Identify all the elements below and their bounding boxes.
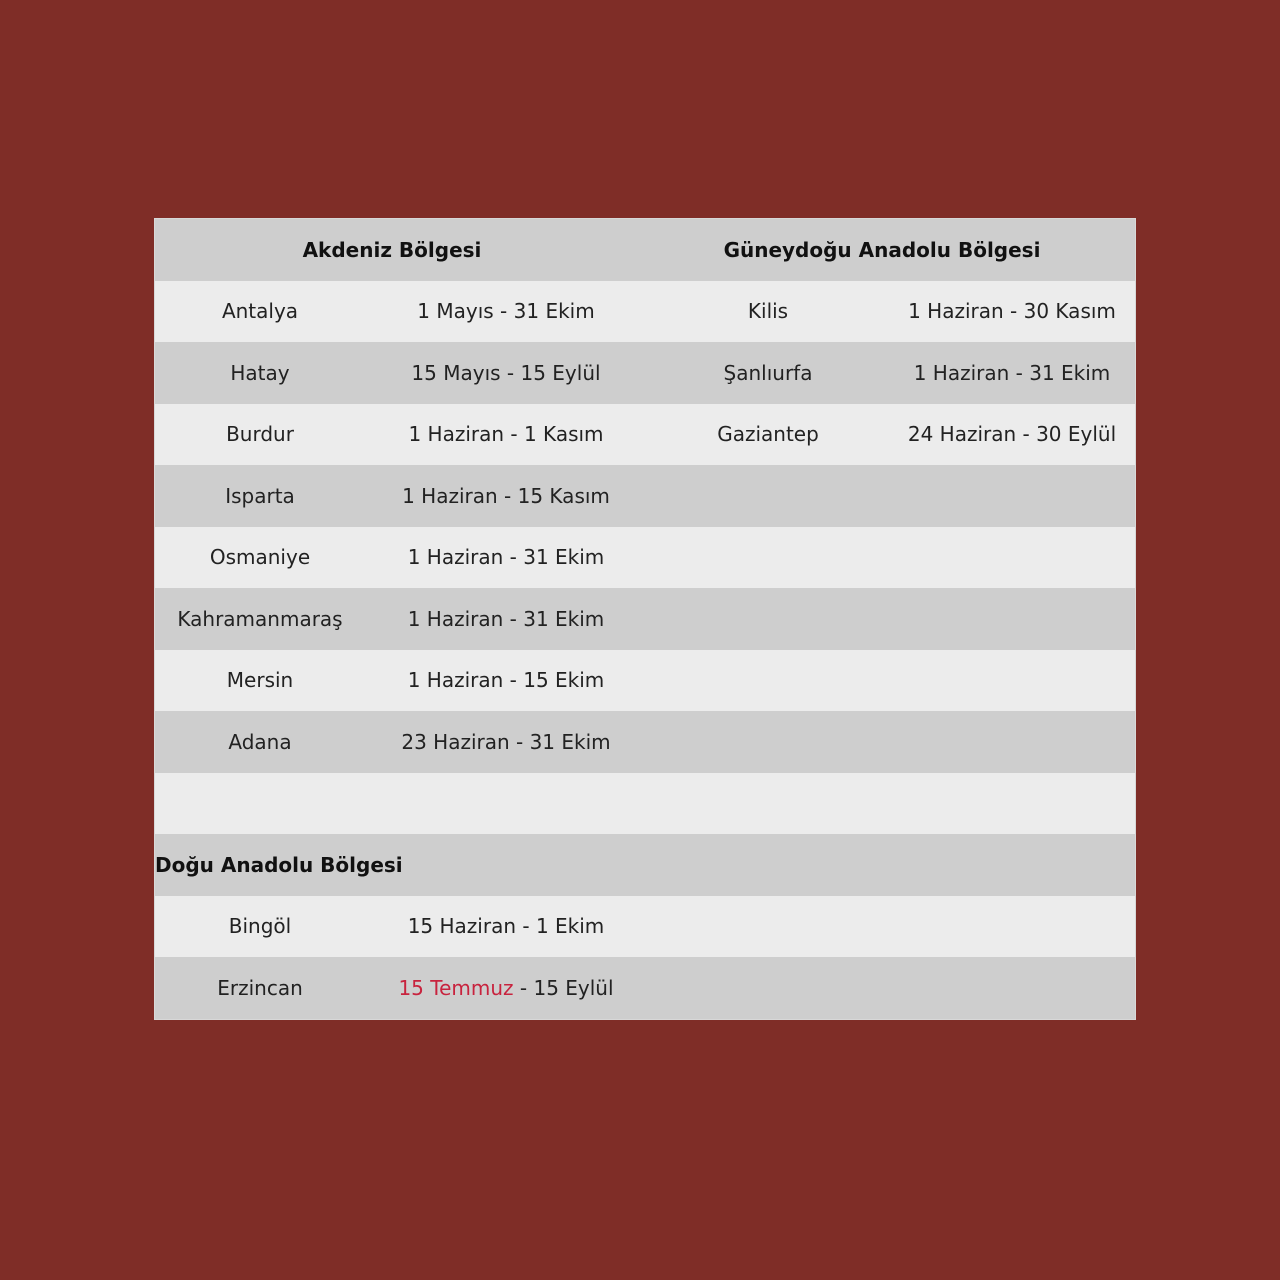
table-row — [155, 465, 1135, 527]
akdeniz-city: Isparta — [225, 483, 295, 508]
table-row — [155, 896, 1135, 958]
dogu-dates — [365, 976, 647, 1000]
dogu-city: Bingöl — [228, 914, 292, 939]
table-row — [155, 588, 1135, 650]
dogu-city: Erzincan — [217, 975, 303, 1000]
akdeniz-city: Antalya — [221, 299, 299, 324]
table-row — [155, 342, 1135, 404]
guneydogu-dates: 24 Haziran - 30 Eylül — [907, 422, 1117, 447]
akdeniz-city: Osmaniye — [209, 545, 311, 570]
table-row — [155, 711, 1135, 773]
table-row — [155, 527, 1135, 589]
akdeniz-city: Burdur — [226, 422, 294, 447]
guneydogu-header: Güneydoğu Anadolu Bölgesi — [723, 237, 1041, 262]
dogu-header-row — [155, 834, 1135, 896]
table-row — [155, 404, 1135, 466]
table-header-row — [155, 219, 1135, 281]
season-table — [155, 219, 1135, 1019]
dogu-dates-rest: - 15 Eylül — [513, 975, 614, 1000]
akdeniz-city: Hatay — [230, 360, 290, 385]
guneydogu-city: Kilis — [747, 299, 789, 324]
akdeniz-dates: 1 Haziran - 15 Ekim — [407, 668, 605, 693]
highlighted-date-link[interactable]: 15 Temmuz — [398, 975, 514, 1000]
guneydogu-dates: 1 Haziran - 30 Kasım — [908, 299, 1116, 324]
table-row — [155, 957, 1135, 1019]
akdeniz-dates: 15 Mayıs - 15 Eylül — [411, 360, 601, 385]
akdeniz-dates: 23 Haziran - 31 Ekim — [401, 729, 611, 754]
akdeniz-city: Adana — [228, 729, 292, 754]
akdeniz-dates: 1 Haziran - 31 Ekim — [407, 606, 605, 631]
akdeniz-header: Akdeniz Bölgesi — [302, 237, 482, 262]
akdeniz-dates: 1 Haziran - 31 Ekim — [407, 545, 605, 570]
guneydogu-city: Gaziantep — [717, 422, 819, 447]
spacer-row — [155, 773, 1135, 835]
dogu-header: Doğu Anadolu Bölgesi — [155, 852, 403, 877]
guneydogu-city: Şanlıurfa — [723, 360, 813, 385]
akdeniz-city: Mersin — [226, 668, 294, 693]
akdeniz-dates: 1 Haziran - 1 Kasım — [408, 422, 604, 447]
akdeniz-dates: 1 Mayıs - 31 Ekim — [417, 299, 595, 324]
akdeniz-city: Kahramanmaraş — [177, 606, 343, 631]
akdeniz-dates: 1 Haziran - 15 Kasım — [402, 483, 610, 508]
table-row — [155, 281, 1135, 343]
dogu-dates: 15 Haziran - 1 Ekim — [407, 914, 605, 939]
table-row — [155, 650, 1135, 712]
guneydogu-dates: 1 Haziran - 31 Ekim — [913, 360, 1111, 385]
